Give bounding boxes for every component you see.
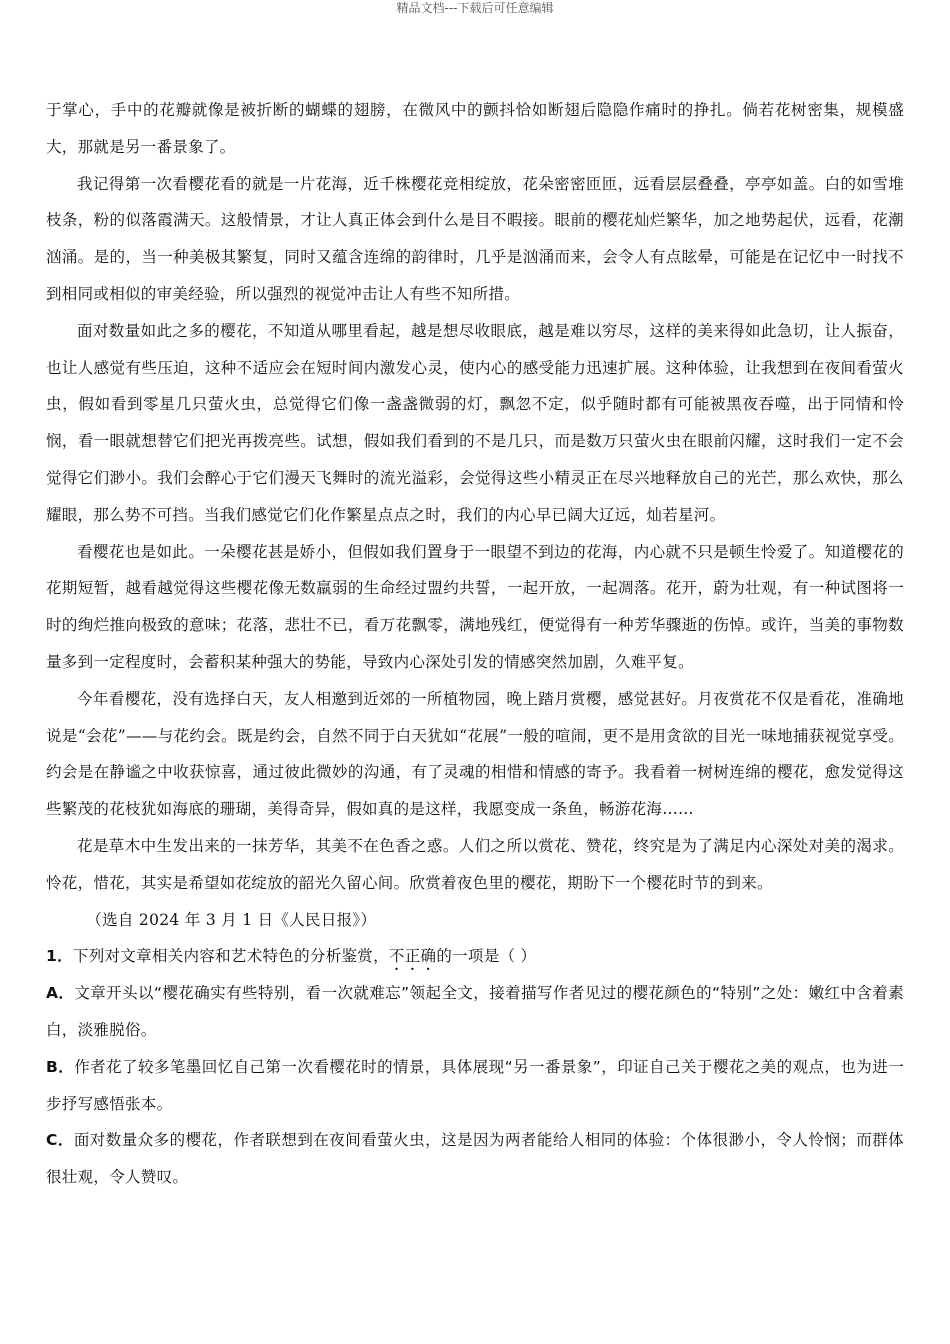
- question-block: [46, 938, 904, 1196]
- option-b: [46, 1049, 904, 1123]
- option-label: B．: [46, 1057, 75, 1076]
- option-a: [46, 975, 904, 1049]
- option-label: C．: [46, 1131, 74, 1150]
- paragraph: 看樱花也是如此。一朵樱花甚是娇小，但假如我们置身于一眼望不到边的花海，内心就不只是顿生怜爱了。知道樱花的花期短暂，越看越觉得这些樱花像无数羸弱的生命经过盟约共誓，一起开放，一起凋落。花开，蔚为壮观，有一种试图将一时的绚烂推向极致的意味；花落，悲壮不已，看万花飘零，满地残红，便觉得有一种芳华骤逝的伤悼。或许，当美的事物数量多到一定程度时，会蓄积某种强大的势能，导致内心深处引发的情感突然加剧，久难平复。: [46, 542, 904, 671]
- question-emphasis: 不正确: [388, 947, 437, 966]
- option-text: 面对数量众多的樱花，作者联想到在夜间看萤火虫，这是因为两者能给人相同的体验：个体很渺小，令人怜悯；而群体很壮观，令人赞叹。: [46, 1131, 904, 1187]
- page-header: 精品文档---下载后可任意编辑: [396, 1, 554, 15]
- article-source: （选自 2024 年 3 月 1 日《人民日报》）: [86, 910, 377, 929]
- paragraph-continuation: 于掌心，手中的花瓣就像是被折断的蝴蝶的翅膀，在微风中的颤抖恰如断翅后隐隐作痛时的挣扎。倘若花树密集，规模盛大，那就是另一番景象了。: [46, 101, 904, 156]
- paragraph: 面对数量如此之多的樱花，不知道从哪里看起，越是想尽收眼底，越是难以穷尽，这样的美来得如此急切，让人振奋，也让人感觉有些压迫，这种不适应会在短时间内激发心灵，使内心的感受能力迅速扩展。这种体验，让我想到在夜间看萤火虫，假如看到零星几只萤火虫，总觉得它们像一盏盏微弱的灯，飘忽不定，似乎随时都有可能被黑夜吞噬，出于同情和怜悯，看一眼就想替它们把光再拨亮些。试想，假如我们看到的不是几只，而是数万只萤火虫在眼前闪耀，这时我们一定不会觉得它们渺小。我们会醉心于它们漫天飞舞时的流光溢彩，会觉得这些小精灵正在尽兴地释放自己的光芒，那么欢快，那么耀眼，那么势不可挡。当我们感觉它们化作繁星点点之时，我们的内心早已阔大辽远，灿若星河。: [46, 321, 904, 524]
- paragraph: 花是草木中生发出来的一抹芳华，其美不在色香之惑。人们之所以赏花、赞花，终究是为了满足内心深处对美的渴求。怜花，惜花，其实是希望如花绽放的韶光久留心间。欣赏着夜色里的樱花，期盼下一个樱花时节的到来。: [46, 836, 904, 892]
- question-stem-text: 下列对文章相关内容和艺术特色的分析鉴赏，: [72, 947, 389, 966]
- option-text: 文章开头以“樱花确实有些特别，看一次就难忘”领起全文，接着描写作者见过的樱花颜色的“特别”之处：嫩红中含着素白，淡雅脱俗。: [46, 984, 904, 1039]
- article-body: [46, 92, 904, 1196]
- option-c: [46, 1122, 904, 1196]
- paragraph: 今年看樱花，没有选择白天，友人相邀到近郊的一所植物园，晚上踏月赏樱，感觉甚好。月夜赏花不仅是看花，准确地说是“会花”——与花约会。既是约会，自然不同于白天犹如“花展”一般的喧闹，更不是用贪欲的目光一味地捕获视觉享受。约会是在静谧之中收获惊喜，通过彼此微妙的沟通，有了灵魂的相惜和情感的寄予。我看着一树树连绵的樱花，愈发觉得这些繁茂的花枝犹如海底的珊瑚，美得奇异，假如真的是这样，我愿变成一条鱼，畅游花海……: [46, 689, 904, 819]
- paragraph: 我记得第一次看樱花看的就是一片花海，近千株樱花竞相绽放，花朵密密匝匝，远看层层叠叠，亭亭如盖。白的如雪堆枝条，粉的似落霞满天。这般情景，才让人真正体会到什么是目不暇接。眼前的樱花灿烂繁华，加之地势起伏，远看，花潮汹涌。是的，当一种美极其繁复，同时又蕴含连绵的韵律时，几乎是汹涌而来，会令人有点眩晕，可能是在记忆中一时找不到相同或相似的审美经验，所以强烈的视觉冲击让人有些不知所措。: [46, 174, 904, 303]
- question-number: 1．: [46, 947, 73, 966]
- option-text: 作者花了较多笔墨回忆自己第一次看樱花时的情景，具体展现“另一番景象”，印证自己关于樱花之美的观点，也为进一步抒写感悟张本。: [46, 1057, 904, 1113]
- question-stem-end: 的一项是（ ）: [436, 947, 537, 966]
- option-label: A．: [46, 984, 75, 1003]
- question-stem: [46, 938, 904, 975]
